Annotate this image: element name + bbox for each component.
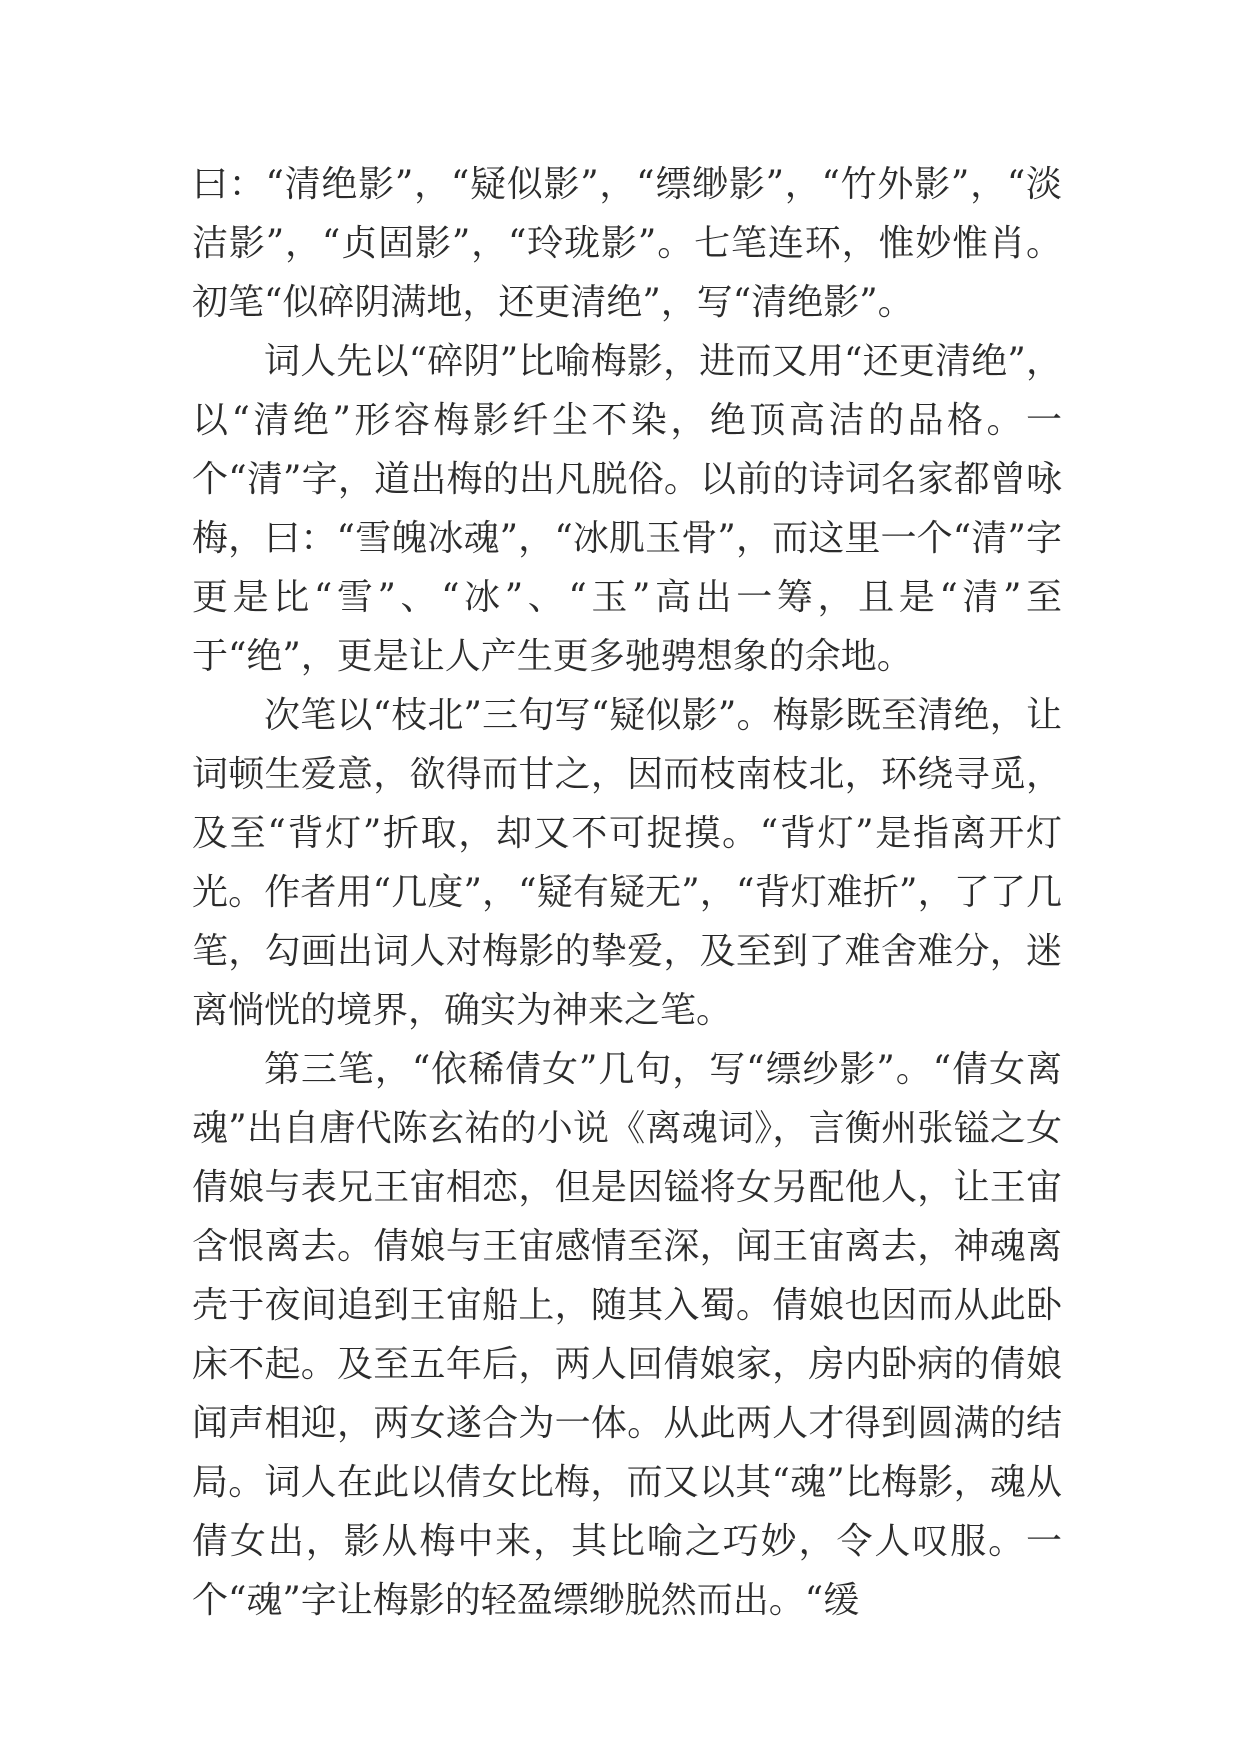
paragraph-4: 第三笔，“依稀倩女”几句，写“缥纱影”。“倩女离魂”出自唐代陈玄祐的小说《离魂词》，言衡州张镒之女倩娘与表兄王宙相恋，但是因镒将女另配他人，让王宙含恨离去。倩娘与王宙感情至深，闻王宙离去，神魂离壳于夜间追到王宙船上，随其入蜀。倩娘也因而从此卧床不起。及至五年后，两人回倩娘家，房内卧病的倩娘闻声相迎，两女遂合为一体。从此两人才得到圆满的结局。词人在此以倩女比梅，而又以其“魂”比梅影，魂从倩女出，影从梅中来，其比喻之巧妙，令人叹服。一个“魂”字让梅影的轻盈缥缈脱然而出。“缓 <box>192 1049 1062 1621</box>
document-body <box>192 155 1062 1630</box>
paragraph-1: 曰：“清绝影”，“疑似影”，“缥缈影”，“竹外影”，“淡洁影”，“贞固影”，“玲珑影”。七笔连环，惟妙惟肖。初笔“似碎阴满地，还更清绝”，写“清绝影”。 <box>192 164 1062 323</box>
paragraph-2: 词人先以“碎阴”比喻梅影，进而又用“还更清绝”，以“清绝”形容梅影纤尘不染，绝顶高洁的品格。一个“清”字，道出梅的出凡脱俗。以前的诗词名家都曾咏梅，曰：“雪魄冰魂”，“冰肌玉骨”，而这里一个“清”字更是比“雪”、“冰”、“玉”高出一筹，且是“清”至于“绝”，更是让人产生更多驰骋想象的余地。 <box>192 341 1062 677</box>
paragraph-3: 次笔以“枝北”三句写“疑似影”。梅影既至清绝，让词顿生爱意，欲得而甘之，因而枝南枝北，环绕寻觅，及至“背灯”折取，却又不可捉摸。“背灯”是指离开灯光。作者用“几度”，“疑有疑无”，“背灯难折”，了了几笔，勾画出词人对梅影的挚爱，及至到了难舍难分，迷离惝恍的境界，确实为神来之笔。 <box>192 695 1062 1031</box>
